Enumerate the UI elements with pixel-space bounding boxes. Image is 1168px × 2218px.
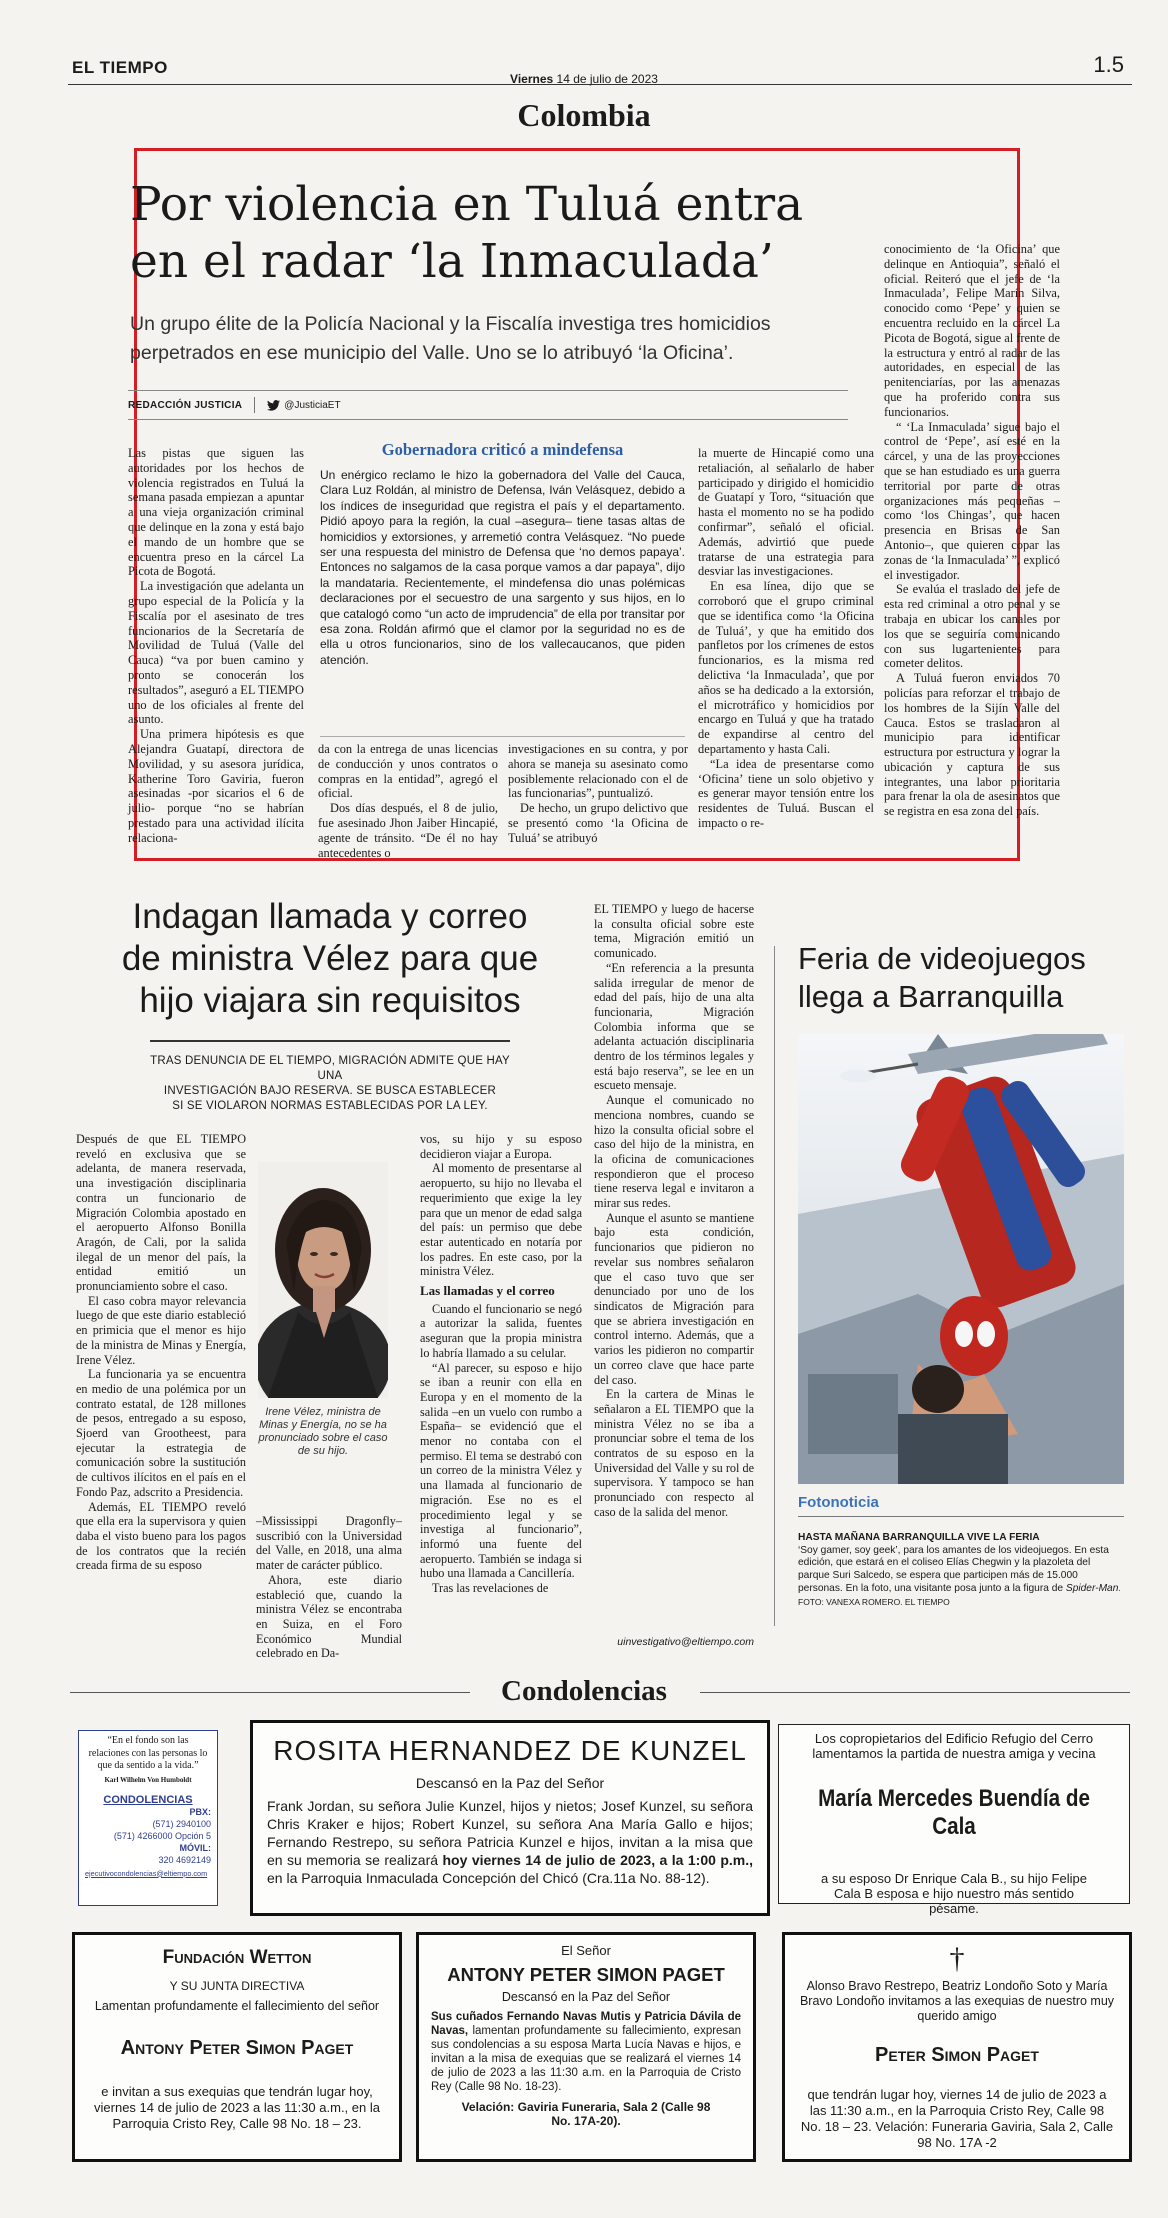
- cala-body: a su esposo Dr Enrique Cala B., su hijo Felipe Cala B esposa e hijo nuestro más sentido pésame.: [821, 1871, 1087, 1916]
- velez-subhead: Las llamadas y el correo: [420, 1283, 555, 1299]
- velez-kicker-line3: SI SE VIOLARON NORMAS ESTABLECIDAS POR LA LEY.: [172, 1100, 488, 1112]
- fotonoticia-credit: . FOTO: VANEXA ROMERO. EL TIEMPO: [798, 1583, 1121, 1607]
- obituary-wetton: [72, 1932, 402, 2162]
- lead-col5-p3: Se evalúa el traslado del jefe de esta red criminal a otro penal y se trabaja en ubicar los canales por los que se seguiría comunicando con sus lugartenientes para cometer delitos.: [884, 582, 1060, 671]
- velez-col1-p1: Después de que EL TIEMPO reveló en exclusiva que se adelanta, de manera reservada, una investigación disciplinaria contra un funcionario de Migración Colombia apostado en el aeropuerto Alfonso Bonilla Aragón, de Cali, por la salida ilegal de un menor del país, la entidad emitió un pronunciamiento sobre el caso.: [76, 1132, 246, 1294]
- house-ad-pbx-2[interactable]: (571) 4266000 Opción 5: [113, 1830, 211, 1841]
- twitter-handle-text: @JusticiaET: [284, 399, 341, 411]
- velez-col3-p5: Tras las revelaciones de: [432, 1581, 549, 1596]
- feria-title-line1: Feria de videojuegos: [798, 941, 1086, 976]
- velez-kicker-rule: [150, 1040, 510, 1042]
- feria-title: [798, 940, 1128, 1016]
- lead-headline-line1: Por violencia en Tuluá entra: [130, 177, 804, 232]
- lead-col2-p2: Dos días después, el 8 de julio, fue asesinado Jhon Jaiber Hincapié, agente de tránsito. “De él no hay antecedentes o: [318, 801, 498, 860]
- lead-col5-p2: “ ‘La Inmaculada’ sigue bajo el control de ‘Pepe’, así esté en la cárcel, y una de las proyecciones que se han estudiado es una guerra territorial por parte de otras organizaciones más pequeñas –como ‘los Chingas’, que hacen presencia en Brisas de San Antonio–, que quieren copar las zonas de ‘la Inmaculada’ ”, explicó el investigador.: [884, 419, 1060, 582]
- house-ad-email[interactable]: ejecutivocondolencias@eltiempo.com: [85, 1868, 208, 1878]
- lead-col3-p1: investigaciones en su contra, y por ahora se maneja su asesinato como posiblemente relacionado con el de las funcionarias”, puntualizó.: [508, 742, 688, 801]
- house-ad-quote: [85, 1735, 211, 1773]
- fotonoticia-label: Fotonoticia: [798, 1494, 879, 1511]
- lead-column-3: [508, 742, 688, 846]
- lead-col4-p2: En esa línea, dijo que se corroboró que el grupo criminal que se identifica como ‘la Oficina de Tuluá’, y que ha emitido dos panfletos por los crímenes de estos funcionarios, es la misma red delictiva ‘la Inmaculada’, que por años se ha dedicado a la extorsión, el microtráfico y homicidios por encargo en Tuluá y que ha tratado de expandirse al centro del departamento y hasta Cali.: [698, 579, 874, 756]
- newspaper-brand: EL TIEMPO: [72, 58, 168, 77]
- lead-col1-p1: Las pistas que siguen las autoridades por los hechos de violencia registrados en Tuluá la semana pasada empiezan a apuntar a una vieja organización criminal que delinque en la zona y está bajo el mando de un hombre que se encuentra preso en la cárcel La Picota de Bogotá.: [128, 446, 304, 579]
- velez-column-1: [76, 1132, 246, 1573]
- velez-col4-p4: Aunque el asunto se mantiene bajo esta condición, funcionarios que pidieron no revelar sus nombres señalaron que el caso tuvo que ser denunciado por uno de los sindicatos de Migración para que se abriera investigación en control interno. Además, que a varios les pidieron no compartir un correo clave que hace parte del caso.: [594, 1210, 754, 1387]
- velez-col4-p2: “En referencia a la presunta salida irregular de menor de edad del país, hijo de una alta funcionaria, Migración Colombia informa que se adelanta actuación disciplinaria dentro de los términos legales y está bajo reserva”, se lee en un escueto mensaje.: [594, 960, 754, 1093]
- obituary-kunzel: [250, 1720, 770, 1916]
- lead-column-4: [698, 446, 874, 831]
- cala-intro: Los copropietarios del Edificio Refugio del Cerro lamentamos la partida de nuestra amiga y vecina: [812, 1731, 1096, 1761]
- governor-sidebar-text: Un enérgico reclamo le hizo la gobernadora del Valle del Cauca, Clara Luz Roldán, al ministro de Defensa, Iván Velásquez, debido a los índices de inseguridad que registra el país y el departamento. Pidió apoyo para la región, la cual –asegura– tiene tasas altas de homicidios y extorsiones, y arremetió contra Velásquez. “No puede ser una respuesta del ministro de Defensa que ‘no demos papaya’. Entonces no salgamos de la casa porque vamos a dar papaya”, dijo la mandataria. Recientemente, el mindefensa dio unas polémicas declaraciones por el secuestro de una sargento y sus hijos, en lo que catalogó como “un acto de imprudencia” de ella por transitar por esa zona. Roldán afirmó que el clamor por la seguridad no es de ella u otros funcionarios, sino de los vallecaucanos, que piden atención.: [320, 468, 685, 667]
- twitter-handle[interactable]: [267, 400, 340, 411]
- lead-headline-line2: en el radar ‘la Inmaculada’: [130, 234, 774, 289]
- velez-photo: [258, 1162, 388, 1398]
- house-ad-quote-line2: relaciones con las personas lo: [88, 1747, 208, 1759]
- kunzel-name: ROSITA HERNANDEZ DE KUNZEL: [273, 1735, 747, 1766]
- lead-deck: Un grupo élite de la Policía Nacional y la Fiscalía investiga tres homicidios perpetrados en ese municipio del Valle. Uno se lo atribuyó ‘la Oficina’.: [130, 313, 771, 364]
- velez-column-4: [594, 902, 754, 1520]
- velez-photo-caption: Irene Vélez, ministra de Minas y Energía, no se ha pronunciado sobre el caso de su hijo.: [258, 1406, 388, 1457]
- masthead-rule: [68, 84, 1132, 85]
- velez-col4-p5: En la cartera de Minas le señalaron a EL TIEMPO que la ministra Vélez no se iba a pronunciar sobre el tema de los contratos de su esposo en la Universidad del Valle y su rol de supervisora. Y tampoco se han pronunciado con respecto al caso de la salida del menor.: [594, 1387, 754, 1519]
- velez-column-3: [420, 1132, 582, 1596]
- lead-col1-p2: La investigación que adelanta un grupo especial de la Policía y la Fiscalía por el asesinato de tres funcionarios de la Secretaría de Movilidad de Tuluá (Valle del Cauca) “va por buen camino y pronto se conocerán los resultados”, aseguró a EL TIEMPO uno de los oficiales al frente del asunto.: [128, 579, 304, 727]
- velez-col3-p2: Al momento de presentarse al aeropuerto, su hijo no llevaba el requerimiento que exige la ley para que un menor de edad salga del país: un permiso que debe estar autenticado en notaría por los padres. En este caso, por la ministra Vélez.: [420, 1161, 582, 1279]
- wetton-body: e invitan a sus exequias que tendrán lugar hoy, viernes 14 de julio de 2023 a las 11:30 a.m., en la Parroquia Cristo Rey, Calle 98 No. 18 – 23.: [94, 2084, 380, 2131]
- house-ad-pbx-1[interactable]: (571) 2940100: [152, 1818, 211, 1829]
- issue-date-rest: 14 de julio de 2023: [556, 72, 658, 86]
- kunzel-body-c: en la Parroquia Inmaculada Concepción del Chicó (Cra.11a No. 88-12).: [267, 1870, 710, 1886]
- velez-headline: [80, 896, 580, 1022]
- navas-el-senor: El Señor: [561, 1943, 611, 1958]
- obituary-bravo: [782, 1932, 1132, 2162]
- velez-kicker-line1: TRAS DENUNCIA DE EL TIEMPO, MIGRACIÓN ADMITE QUE HAY UNA: [150, 1055, 510, 1082]
- lead-column-1: [128, 446, 304, 846]
- kunzel-body-a: Frank Jordan, su señora Julie Kunzel, hijos y nietos; Josef Kunzel, su señora Chris Kraker e hijos; Robert Kunzel, su señora Ana María Gallo e hijos; Fernando Restrepo, su señora Patricia Kunzel e hijos, invitan a la misa que en su memoria se realizará: [267, 1798, 753, 1868]
- lead-byline: [128, 390, 848, 420]
- bravo-name: Peter Simon Paget: [875, 2044, 1039, 2066]
- cala-name: María Mercedes Buendía de Cala: [818, 1785, 1090, 1840]
- lead-headline: [130, 176, 890, 290]
- velez-kicker-line2: INVESTIGACIÓN BAJO RESERVA. SE BUSCA ESTABLECER: [163, 1085, 497, 1097]
- wetton-org: Fundación Wetton: [162, 1947, 312, 1968]
- velez-col3-p1: vos, su hijo y su esposo decidieron viajar a Europa.: [420, 1132, 582, 1161]
- lead-col2-p1: da con la entrega de unas licencias de conducción y unos contratos o compras en la entidad”, agregó el oficial.: [318, 742, 498, 801]
- velez-kicker: [150, 1054, 510, 1114]
- navas-body-text: lamentan profundamente su fallecimiento, expresan sus condolencias a su esposa Marta Lucía Navas e hijos, e invitan a la misa de exequias que se realizará el viernes 14 de julio de 2023 a las 11:30 a.m. en la Parroquia de Cristo Rey (Calle 98 No. 18-23).: [431, 2025, 741, 2093]
- velez-col2-p2: Ahora, este diario estableció que, cuando la ministra Vélez se encontraba en Suiza, en el Foro Económico Mundial celebrado en Da-: [256, 1572, 402, 1661]
- lead-col5-p4: A Tuluá fueron enviados 70 policías para reforzar el trabajo de los hombres de la Sijín Valle del Cauca. Estos se trasladaron al municipio para identificar estructura por estructura y lograr la ubicación y captura de sus integrantes, una labor prioritaria para frenar la ola de asesinatos que se registra en esa zona del país.: [884, 671, 1060, 819]
- governor-sidebar-title: Gobernadora criticó a mindefensa: [381, 440, 624, 459]
- fotonoticia-caption-body: ‘Soy gamer, soy geek’, para los amantes de los videojuegos. En esta edición, que estará en el coliseo Elías Chegwin y la plazoleta del parque Suri Salcedo, se espera que participen más de 15.000 personas. En la foto, una visitante posa junto a la figura de: [798, 1544, 1109, 1594]
- section-title: Colombia: [517, 97, 651, 133]
- house-ad-author: Karl Wilhelm Von Humboldt: [104, 1775, 192, 1784]
- wetton-junta: Y SU JUNTA DIRECTIVA: [169, 1979, 305, 1993]
- velez-headline-line2: de ministra Vélez para que: [121, 939, 539, 978]
- lead-column-5: [884, 242, 1060, 819]
- wetton-line: Lamentan profundamente el fallecimiento del señor: [94, 1999, 380, 2013]
- kunzel-body-b: hoy viernes 14 de julio de 2023, a la 1:00 p.m.,: [442, 1852, 754, 1868]
- cross-icon: †: [949, 1942, 965, 1975]
- fotonoticia-rule: [798, 1516, 1124, 1517]
- spiderman-photo-illustration: [798, 1034, 1124, 1484]
- portrait-illustration: [258, 1162, 388, 1398]
- lead-col1-p3: Una primera hipótesis es que Alejandra Guatapí, directora de Movilidad, y su asesora jurídica, Katherine Toro Gaviria, fueron asesinadas -por sicarios el 6 de julio- porque “no se habrían prestado para una actividad ilícita relaciona-: [128, 727, 304, 845]
- house-ad-quote-line1: “En el fondo son las: [107, 1735, 189, 1746]
- navas-velacion: Velación: Gaviria Funeraria, Sala 2 (Calle 98 No. 17A-20).: [461, 2100, 711, 2128]
- velez-headline-line3: hijo viajara sin requisitos: [139, 981, 521, 1020]
- byline-divider: [254, 397, 255, 413]
- house-ad-quote-line3: que da sentido a la vida.”: [97, 1760, 199, 1771]
- feria-title-line2: llega a Barranquilla: [798, 979, 1064, 1014]
- house-ad-pbx-label: PBX:: [189, 1806, 211, 1817]
- lead-col5-p1: conocimiento de ‘la Oficina’ que delinque en Antioquia”, señaló el oficial. Reiteró que el jefe de ‘la Inmaculada’, Felipe Marín Silva, conocido como ‘Pepe’ y quien se encuentra recluido en la cárcel La Picota de Bogotá, sigue al frente de la estructura y entró al radar de las autoridades, en especial de las penitenciarías, por las amenazas que ha proferido contra sus funcionarios.: [884, 242, 1060, 419]
- governor-sidebar: [320, 440, 685, 668]
- house-ad-label: CONDOLENCIAS: [103, 1793, 193, 1806]
- kunzel-subtitle: Descansó en la Paz del Señor: [415, 1775, 605, 1791]
- bravo-body: que tendrán lugar hoy, viernes 14 de julio de 2023 a las 11:30 a.m., en la Parroquia Cristo Rey, Calle 98 No. 18 – 23. Velación: Funeraria Gaviria, Sala 2, Calle 98 No. 17A -2: [800, 2087, 1114, 2150]
- obituary-navas: [416, 1932, 756, 2162]
- condolencias-house-ad: [78, 1730, 218, 1906]
- house-ad-movil[interactable]: 320 4692149: [158, 1854, 211, 1865]
- velez-col3-p4: “Al parecer, su esposo e hijo se iban a reunir con ella en Europa y en el momento de la salida –en un vuelo con rumbo a España– se evidenció que el menor no contaba con el permiso. El tema se destrabó con un correo de la ministra Vélez y una llamada al funcionario de migración. Ese no es el procedimiento legal y se investiga al funcionario”, informó una fuente del aeropuerto. También se indaga si hubo una llamada a Cancillería.: [420, 1360, 582, 1581]
- navas-name: ANTONY PETER SIMON PAGET: [447, 1964, 725, 1985]
- sidebar-divider: [320, 736, 685, 737]
- lead-col3-p2: De hecho, un grupo delictivo que se presentó como ‘la Oficina de Tuluá’ se atribuyó: [508, 801, 688, 845]
- issue-day: Viernes: [510, 72, 554, 86]
- feria-photo: [798, 1034, 1124, 1484]
- navas-subtitle: Descansó en la Paz del Señor: [501, 1990, 671, 2004]
- navas-bold-names: Sus cuñados Fernando Navas Mutis y Patricia Dávila de Navas,: [431, 2011, 741, 2037]
- column-divider: [774, 946, 775, 1626]
- house-ad-phones: [85, 1806, 211, 1866]
- fotonoticia-caption: [798, 1532, 1124, 1609]
- fotonoticia-caption-italic: Spider-Man: [1065, 1583, 1119, 1594]
- velez-contact-email[interactable]: uinvestigativo@eltiempo.com: [617, 1636, 754, 1648]
- fotonoticia-caption-head: HASTA MAÑANA BARRANQUILLA VIVE LA FERIA: [798, 1532, 1040, 1543]
- velez-col1-p3: La funcionaria ya se encuentra en medio de una polémica por un contrato estatal, de 128 millones de pesos, entregado a su esposo, Sjoerd van Grootheest, para ejecutar la estrategia de comunicación sobre la sustitución de cultivos ilícitos en el país en el Fondo Paz, adscrito a Presidencia.: [76, 1367, 246, 1499]
- velez-column-2: [256, 1514, 402, 1661]
- velez-headline-line1: Indagan llamada y correo: [132, 897, 528, 936]
- byline-desk: REDACCIÓN JUSTICIA: [128, 399, 243, 411]
- wetton-name: Antony Peter Simon Paget: [120, 2037, 354, 2059]
- lead-col4-p1: la muerte de Hincapié como una retaliación, al señalarlo de haber participado y dirigido el homicidio de Guatapí y Toro, “situación que hasta el momento no se ha podido confirmar”, señaló el oficial. Además, advirtió que puede tratarse de una estrategia para desviar las investigaciones.: [698, 446, 874, 579]
- condolencias-title: Condolencias: [501, 1675, 667, 1707]
- velez-col4-p3: Aunque el comunicado no menciona nombres, cuando se hizo la consulta oficial sobre el caso del hijo de la ministra, en la oficina de comunicaciones respondieron que el proceso tiene reserva legal e invitaron a mirar sus redes.: [594, 1093, 754, 1211]
- lead-col4-p3: “La idea de presentarse como ‘Oficina’ tiene un solo objetivo y es generar mayor tensión entre los residentes de Tuluá. Buscan el impacto o re-: [698, 756, 874, 830]
- velez-col1-p2: El caso cobra mayor relevancia luego de que este diario estableció en primicia que el menor es hijo de la ministra de Minas y Energía, Irene Vélez.: [76, 1293, 246, 1367]
- house-ad-movil-label: MÓVIL:: [179, 1842, 211, 1853]
- page-number: 1.5: [1093, 52, 1124, 77]
- velez-col2-p1: –Mississippi Dragonfly– suscribió con la Universidad del Valle, en 2018, una alma mater de carácter público.: [256, 1514, 402, 1573]
- velez-col1-p4: Además, EL TIEMPO reveló que ella era la supervisora y quien daba el visto bueno para los pagos de los contratos que la recién creada firma de su esposo: [76, 1499, 246, 1573]
- velez-col3-p3: Cuando el funcionario se negó a autorizar la salida, fuentes aseguran que la propia ministra lo habría llamado a su celular.: [420, 1301, 582, 1360]
- kunzel-body: [267, 1797, 753, 1887]
- bravo-intro: Alonso Bravo Restrepo, Beatriz Londoño Soto y María Bravo Londoño invitamos a las exequias de nuestro muy querido amigo: [799, 1979, 1115, 2023]
- twitter-bird-icon: [267, 400, 280, 411]
- navas-body: [431, 2010, 741, 2094]
- velez-col4-p1: EL TIEMPO y luego de hacerse la consulta oficial sobre este tema, Migración emitió un comunicado.: [594, 902, 754, 961]
- lead-column-2: [318, 742, 498, 860]
- obituary-cala: [778, 1724, 1130, 1916]
